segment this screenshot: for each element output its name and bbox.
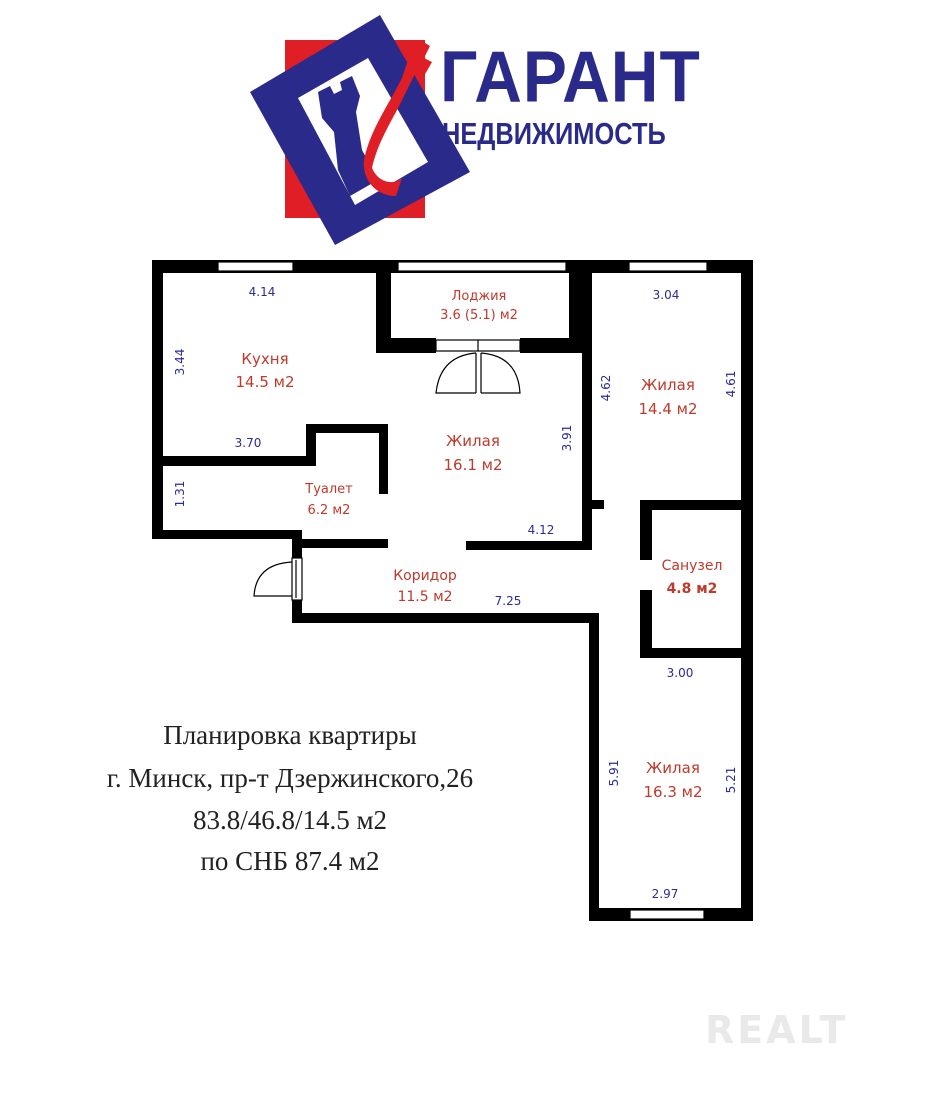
kitchen-name: Кухня	[241, 350, 289, 368]
entry-door-frame	[292, 558, 302, 600]
bathroom-area: 4.8 м2	[666, 581, 718, 597]
entry-door-swing	[254, 562, 292, 596]
wall	[292, 613, 598, 623]
caption-line-3: 83.8/46.8/14.5 м2	[192, 805, 388, 835]
wall	[152, 456, 312, 466]
dim-corridor-bottom: 7.25	[494, 594, 522, 608]
dim-toilet-left: 1.31	[173, 480, 187, 508]
dim-se-left: 5.91	[607, 759, 621, 787]
living-center-area: 16.1 м2	[443, 456, 503, 474]
dim-kitchen-bottom: 3.70	[234, 436, 262, 450]
door-swing	[436, 353, 476, 393]
wall	[306, 424, 388, 433]
wall	[152, 530, 300, 539]
wall	[640, 648, 750, 658]
living-se-name: Жилая	[646, 759, 700, 777]
door-swing	[481, 353, 520, 393]
corridor-name: Коридор	[393, 568, 457, 584]
dim-ne-top: 3.04	[652, 288, 680, 302]
wall	[379, 424, 388, 494]
wall	[520, 338, 583, 353]
window	[398, 262, 566, 271]
brand-subtitle: НЕДВИЖИМОСТЬ	[442, 116, 666, 151]
window	[630, 910, 704, 919]
wall	[640, 500, 750, 510]
wall	[640, 590, 652, 656]
loggia-name: Лоджия	[451, 289, 507, 304]
dim-ne-left: 4.62	[599, 374, 613, 402]
kitchen-area: 14.5 м2	[235, 373, 295, 391]
brand-title: ГАРАНТ	[440, 35, 701, 117]
living-center-name: Жилая	[446, 432, 500, 450]
wall	[376, 338, 436, 353]
living-se-area: 16.3 м2	[643, 783, 703, 801]
window	[218, 262, 293, 271]
dim-center-right: 3.91	[560, 424, 574, 452]
living-ne-name: Жилая	[641, 376, 695, 394]
caption-line-4: по СНБ 87.4 м2	[200, 846, 380, 876]
window	[629, 262, 707, 271]
realt-watermark: REALT	[705, 1008, 849, 1052]
living-ne-area: 14.4 м2	[638, 400, 698, 418]
dim-bath-bottom: 3.00	[666, 666, 694, 680]
corridor-area: 11.5 м2	[397, 589, 453, 605]
dim-kitchen-left: 3.44	[173, 348, 187, 376]
dim-se-bottom: 2.97	[651, 887, 679, 901]
wall	[589, 613, 599, 921]
wall	[152, 260, 163, 538]
dim-ne-right: 4.61	[724, 370, 738, 398]
toilet-area: 6.2 м2	[307, 503, 351, 518]
wall	[300, 539, 388, 548]
dim-se-right: 5.21	[724, 766, 738, 794]
wall	[640, 500, 652, 560]
dim-center-bottom: 4.12	[527, 523, 555, 537]
wall	[466, 541, 592, 550]
wall	[741, 260, 753, 921]
caption-line-1: Планировка квартиры	[163, 720, 417, 750]
caption-line-2: г. Минск, пр-т Дзержинского,26	[106, 763, 474, 793]
dim-kitchen-top: 4.14	[248, 285, 276, 299]
wall	[590, 500, 604, 509]
toilet-name: Туалет	[305, 482, 353, 497]
bathroom-name: Санузел	[661, 558, 723, 574]
loggia-area: 3.6 (5.1) м2	[440, 308, 518, 323]
